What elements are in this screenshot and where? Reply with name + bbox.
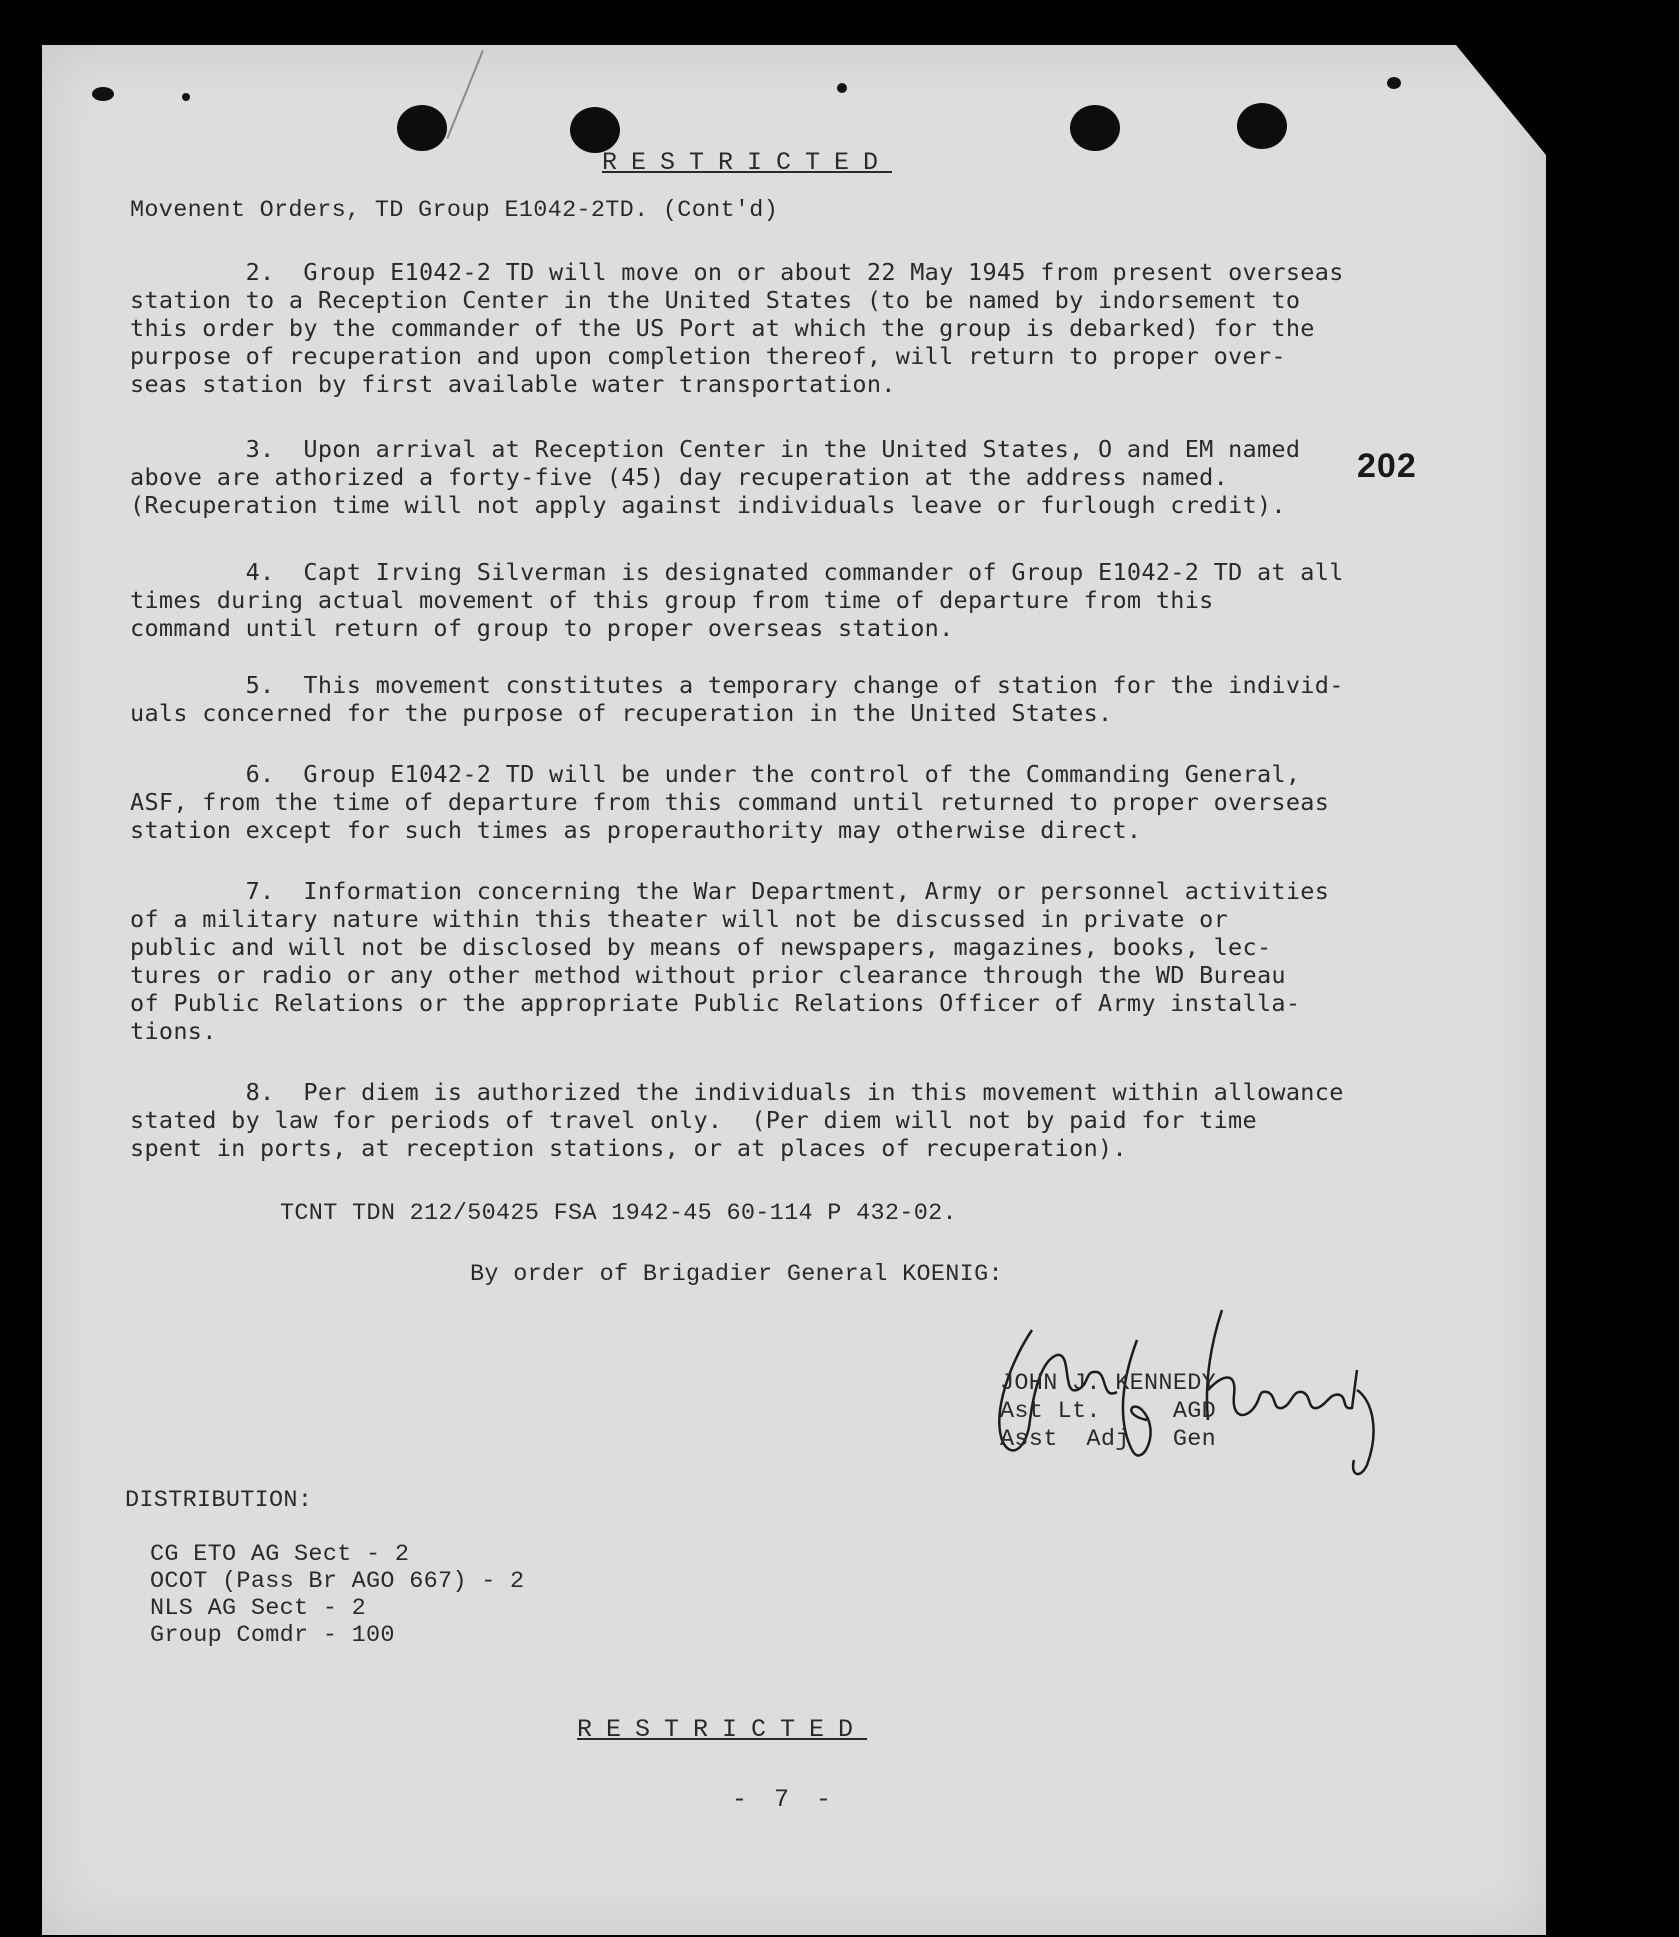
ink-speck [837,83,847,93]
fund-citation: TCNT TDN 212/50425 FSA 1942-45 60-114 P 432-02. [280,1200,957,1227]
distribution-item: CG ETO AG Sect - 2 [150,1541,410,1568]
ink-speck [92,87,114,101]
ink-speck [1387,77,1401,89]
punch-hole [1070,105,1120,151]
ink-speck [182,93,190,101]
page-number: - 7 - [732,1785,838,1814]
punch-hole [570,107,620,153]
paragraph-4: 4. Capt Irving Silverman is designated commander of Group E1042-2 TD at all times during actual movement of this group from time of departure from this command until return of group to proper overseas station. [130,558,1344,642]
paper-crease [446,50,483,139]
restricted-footer: RESTRICTED [577,1715,868,1744]
restricted-header: RESTRICTED [602,148,893,177]
distribution-label: DISTRIBUTION: [125,1487,313,1514]
signer-title: Asst Adj Gen [1000,1426,1217,1453]
distribution-item: Group Comdr - 100 [150,1622,395,1649]
document-title: Movenent Orders, TD Group E1042-2TD. (Cont'd) [130,197,779,224]
punch-hole [1237,103,1287,149]
paragraph-8: 8. Per diem is authorized the individuals in this movement within allowance stated by law for periods of travel only. (Per diem will not by paid for time spent in ports, at reception stations, or at places of recuperation). [130,1078,1344,1162]
distribution-list [150,1541,524,1649]
document-page [42,45,1546,1935]
signer-name: JOHN J. KENNEDY [1000,1370,1217,1397]
signer-rank: Ast Lt. AGD [1000,1398,1217,1425]
distribution-item: NLS AG Sect - 2 [150,1595,367,1622]
paragraph-7: 7. Information concerning the War Department, Army or personnel activities of a military nature within this theater will not be discussed in private or public and will not be disclosed by means of newspapers, magazines, books, lec- tures or radio or any other method without prior clearance through the WD Bureau of Public Relations or the appropriate Public Relations Officer of Army installa- tions. [130,877,1330,1045]
signature-block [1000,1370,1260,1454]
torn-corner [1456,45,1546,155]
paragraph-6: 6. Group E1042-2 TD will be under the control of the Commanding General, ASF, from the time of departure from this command until returned to proper overseas station except for such times as properauthority may otherwise direct. [130,760,1330,844]
by-order-line: By order of Brigadier General KOENIG: [470,1261,1003,1288]
punch-hole [397,105,447,151]
page-stamp-number: 202 [1357,447,1417,485]
paragraph-2: 2. Group E1042-2 TD will move on or about 22 May 1945 from present overseas station to a Reception Center in the United States (to be named by indorsement to this order by the commander of the US Port at which the group is debarked) for the purpose of recuperation and upon completion thereof, will return to proper over- seas station by first available water transportation. [130,258,1344,398]
paragraph-3: 3. Upon arrival at Reception Center in the United States, O and EM named above are athorized a forty-five (45) day recuperation at the address named. (Recuperation time will not apply against individuals leave or furlough credit). [130,435,1301,519]
distribution-item: OCOT (Pass Br AGO 667) - 2 [150,1568,525,1595]
paragraph-5: 5. This movement constitutes a temporary change of station for the individ- uals concerned for the purpose of recuperation in the United States. [130,671,1344,727]
